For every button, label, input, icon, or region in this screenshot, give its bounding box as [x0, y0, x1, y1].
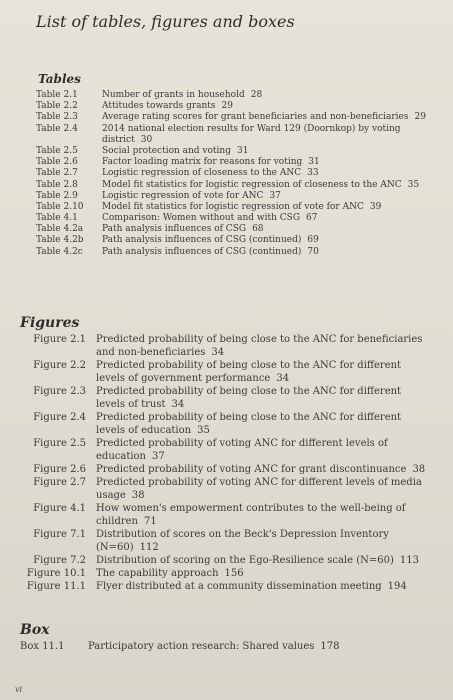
figures-list [0, 333, 453, 593]
figure-entry-entry [96, 528, 453, 554]
figure-entry-page-number: 156 [224, 568, 244, 579]
table-entry-label: Table 2.5 [36, 145, 78, 156]
figure-entry-label: Figure 2.6 [33, 464, 86, 475]
table-entry-page-number: 31 [308, 157, 320, 168]
tables-heading: Tables [38, 72, 81, 86]
figure-entry-entry [96, 411, 453, 437]
table-entry [0, 191, 453, 202]
table-entry [0, 180, 453, 191]
figure-entry-title: Predicted probability of being close to the ANC for different levels of government performance [96, 360, 402, 384]
figure-entry [0, 476, 453, 502]
figure-entry-title: Predicted probability of being close to the ANC for beneficiaries and non-beneficiaries [96, 334, 423, 358]
table-entry [0, 146, 453, 157]
table-entry [0, 124, 453, 146]
figure-entry [0, 580, 453, 593]
table-entry-label: Table 4.2b [36, 235, 84, 246]
table-entry-entry [98, 180, 453, 191]
table-entry-entry [98, 90, 453, 101]
table-entry-label: Table 2.10 [36, 201, 84, 212]
table-entry-title: Number of grants in household [102, 90, 245, 100]
table-entry-title: Model fit statistics for logistic regression of closeness to the ANC [102, 179, 402, 190]
figure-entry-title: Distribution of scoring on the Ego-Resilience scale (N=60) [96, 555, 394, 566]
box-entry [0, 640, 453, 653]
figure-entry-label: Figure 2.2 [33, 360, 86, 371]
table-entry-page-number: 35 [407, 179, 420, 190]
box-heading: Box [20, 622, 50, 638]
page-title: List of tables, figures and boxes [36, 12, 295, 31]
table-entry-label: Table 4.2a [36, 224, 84, 235]
figure-entry-label: Figure 10.1 [26, 568, 86, 579]
table-entry-title: 2014 national election results for Ward 129 (Doornkop) by voting district [102, 123, 401, 145]
box-entry-label: Box 11.1 [20, 641, 65, 652]
figure-entry-entry [96, 333, 453, 359]
boxes-list [0, 640, 453, 653]
figure-entry-title: Predicted probability of voting ANC for different levels of education [96, 438, 388, 462]
figure-entry-title: How women's empowerment contributes to the well-being of children [96, 503, 406, 527]
table-entry [0, 202, 453, 213]
figure-entry-label: Figure 2.7 [33, 477, 86, 488]
figure-entry-entry [96, 502, 453, 528]
table-entry-entry [98, 235, 453, 246]
figure-entry-page-number: 194 [387, 581, 407, 592]
table-entry-entry [98, 224, 453, 235]
figure-entry-page-number: 37 [152, 451, 165, 462]
table-entry [0, 224, 453, 235]
table-entry-title: Factor loading matrix for reasons for voting [102, 157, 303, 168]
table-entry-title: Path analysis influences of CSG [102, 224, 247, 235]
table-entry-title: Model fit statistics for logistic regression of vote for ANC [102, 201, 364, 212]
table-entry-page-number: 67 [306, 213, 318, 224]
table-entry [0, 235, 453, 246]
figure-entry [0, 528, 453, 554]
figure-entry-entry [96, 476, 453, 502]
table-entry-page-number: 29 [221, 101, 233, 112]
table-entry-label: Table 2.9 [36, 190, 78, 201]
table-entry-label: Table 4.1 [36, 213, 78, 224]
table-entry-title: Social protection and voting [102, 145, 231, 156]
figure-entry-entry [96, 567, 453, 580]
table-entry-page-number: 68 [252, 224, 264, 235]
figure-entry-page-number: 38 [131, 490, 145, 501]
box-entry-page-number: 178 [320, 641, 340, 652]
figure-entry-label: Figure 2.3 [33, 386, 86, 397]
figure-entry [0, 359, 453, 385]
figure-entry-label: Figure 2.4 [33, 412, 86, 423]
table-entry-page-number: 69 [307, 235, 319, 246]
tables-list [0, 90, 453, 258]
figure-entry-title: Flyer distributed at a community dissemination meeting [96, 581, 382, 592]
figure-entry-label: Figure 2.1 [33, 334, 86, 345]
figure-entry [0, 463, 453, 476]
figure-entry-page-number: 112 [139, 542, 159, 553]
table-entry-title: Path analysis influences of CSG (continued) [102, 235, 302, 246]
table-entry [0, 112, 453, 123]
table-entry-label: Table 2.4 [36, 123, 78, 134]
table-entry-page-number: 39 [369, 201, 382, 212]
table-entry-entry [98, 112, 453, 123]
table-entry-entry [98, 124, 453, 146]
table-entry [0, 157, 453, 168]
table-entry-title: Attitudes towards grants [102, 101, 216, 112]
figure-entry-label: Figure 7.1 [33, 529, 86, 540]
table-entry-page-number: 33 [307, 168, 319, 179]
table-entry-page-number: 31 [236, 145, 249, 156]
table-entry [0, 101, 453, 112]
table-entry-title: Logistic regression of closeness to the ANC [102, 168, 302, 179]
table-entry-entry [98, 168, 453, 179]
table-entry-page-number: 29 [414, 112, 426, 123]
figure-entry-title: Predicted probability of voting ANC for grant discontinuance [96, 464, 407, 475]
figure-entry-label: Figure 2.5 [33, 438, 86, 449]
figure-entry [0, 411, 453, 437]
figure-entry-title: Distribution of scores on the Beck's Depression Inventory (N=60) [96, 529, 389, 553]
figure-entry [0, 567, 453, 580]
figure-entry [0, 554, 453, 567]
table-entry-page-number: 30 [140, 134, 153, 145]
table-entry-label: Table 2.6 [36, 157, 78, 168]
table-entry-entry [98, 202, 453, 213]
table-entry-entry [98, 157, 453, 168]
figure-entry [0, 333, 453, 359]
figure-entry-entry [96, 359, 453, 385]
figure-entry-label: Figure 4.1 [33, 503, 86, 514]
table-entry-label: Table 2.1 [36, 90, 78, 100]
figure-entry-entry [96, 463, 453, 476]
figure-entry-page-number: 113 [399, 555, 419, 566]
table-entry-entry [98, 191, 453, 202]
figure-entry-page-number: 34 [211, 347, 225, 358]
table-entry [0, 213, 453, 224]
table-entry-title: Logistic regression of vote for ANC [102, 190, 264, 201]
table-entry [0, 90, 453, 101]
figure-entry-page-number: 71 [143, 516, 157, 527]
table-entry-page-number: 70 [307, 246, 319, 257]
figure-entry-entry [96, 437, 453, 463]
table-entry-label: Table 2.7 [36, 168, 78, 179]
table-entry [0, 247, 453, 258]
figure-entry-page-number: 34 [171, 399, 185, 410]
table-entry-entry [98, 247, 453, 258]
figure-entry-page-number: 38 [412, 464, 426, 475]
table-entry-label: Table 2.3 [36, 112, 78, 123]
figure-entry-label: Figure 11.1 [26, 581, 86, 592]
figure-entry-entry [96, 580, 453, 593]
figure-entry [0, 385, 453, 411]
table-entry-label: Table 2.8 [36, 179, 78, 190]
box-entry-title: Participatory action research: Shared values [88, 641, 315, 652]
table-entry-entry [98, 146, 453, 157]
figure-entry-title: Predicted probability of voting ANC for different levels of media usage [96, 477, 422, 501]
figure-entry-title: Predicted probability of being close to the ANC for different levels of trust [96, 386, 402, 410]
table-entry-label: Table 4.2c [36, 246, 83, 257]
page-folio: vi [15, 685, 23, 694]
figure-entry-title: The capability approach [96, 568, 219, 579]
figure-entry-label: Figure 7.2 [33, 555, 86, 566]
figure-entry-page-number: 34 [276, 373, 290, 384]
table-entry-title: Comparison: Women without and with CSG [102, 213, 301, 224]
table-entry [0, 168, 453, 179]
table-entry-title: Average rating scores for grant beneficiaries and non-beneficiaries [102, 112, 409, 123]
figure-entry [0, 502, 453, 528]
figure-entry-entry [96, 554, 453, 567]
figure-entry-entry [96, 385, 453, 411]
figure-entry [0, 437, 453, 463]
figures-heading: Figures [20, 315, 80, 331]
table-entry-entry [98, 213, 453, 224]
table-entry-title: Path analysis influences of CSG (continued) [102, 246, 302, 257]
table-entry-page-number: 37 [269, 190, 281, 201]
table-entry-entry [98, 101, 453, 112]
figure-entry-page-number: 35 [197, 425, 210, 436]
figure-entry-title: Predicted probability of being close to the ANC for different levels of education [96, 412, 402, 436]
box-entry-entry [82, 640, 453, 653]
table-entry-page-number: 28 [250, 90, 263, 100]
table-entry-label: Table 2.2 [36, 101, 78, 112]
